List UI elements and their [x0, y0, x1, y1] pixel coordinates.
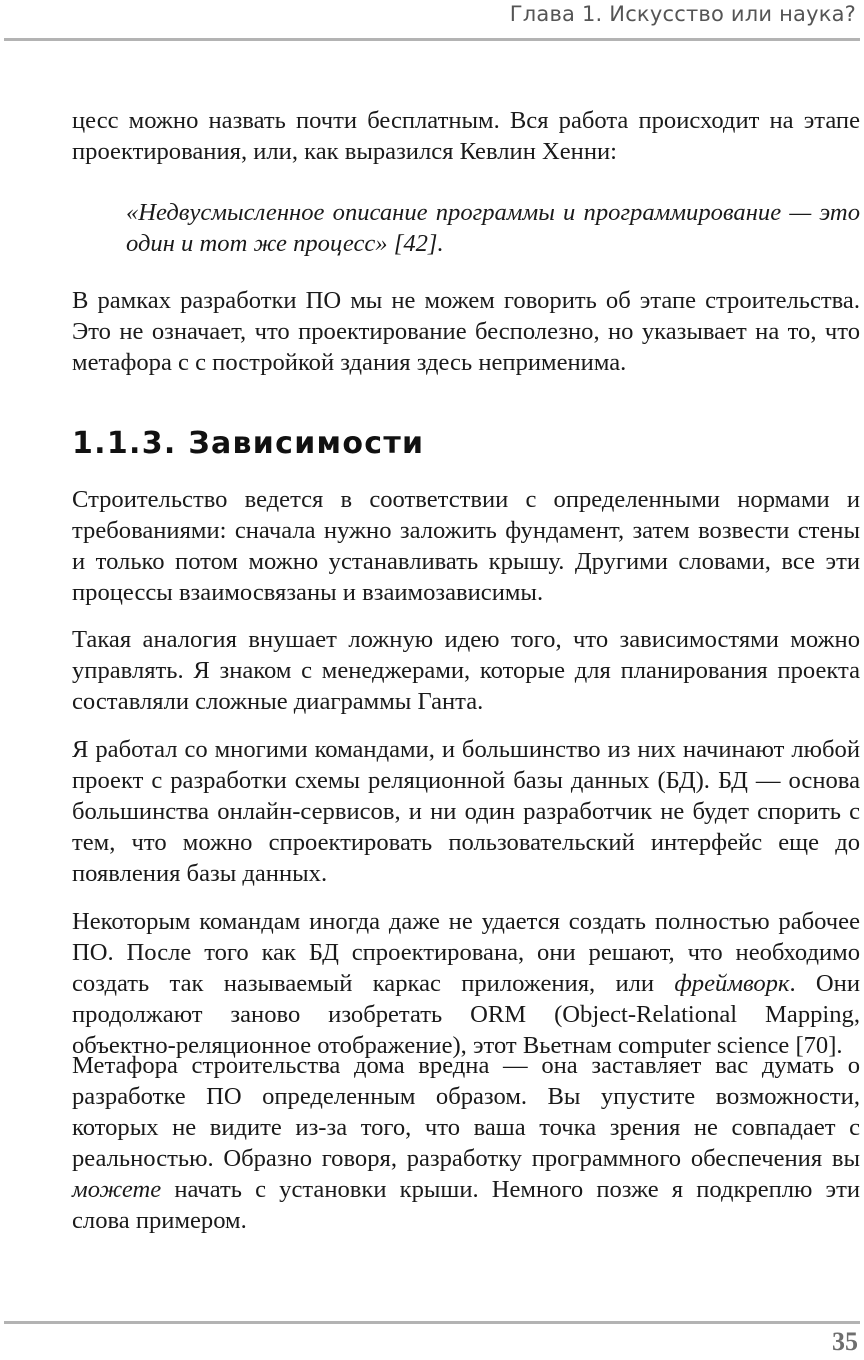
section-heading-block: [72, 426, 860, 462]
paragraph-5-emphasis: можете: [72, 1176, 162, 1203]
section-paragraph-1: Строительство ведется в соответствии с определенными нормами и требованиями: сначала нужно заложить фундамент, затем возвести стены и только потом можно устанавливать крышу. Другими словами, все эти процессы взаимосвязаны и взаимозависимы.: [72, 486, 860, 606]
chapter-title: Глава 1. Искусство или наука?: [509, 2, 856, 26]
paragraph-after-quote: [72, 285, 860, 378]
paragraph-intro: [72, 105, 860, 167]
section-heading: 1.1.3. Зависимости: [72, 426, 425, 461]
running-header: [0, 0, 864, 42]
section-paragraph-4: [72, 906, 860, 1061]
footer-divider: [4, 1321, 860, 1324]
quote-text: «Недвусмысленное описание программы и программирование — это один и тот же процесс» [42].: [126, 199, 860, 257]
section-paragraph-3: Я работал со многими командами, и большинство из них начинают любой проект с разработки схемы реляционной базы данных (БД). БД — основа большинства онлайн-сервисов, и ни один разработчик не будет спорить с тем, что можно спроектировать пользовательский интерфейс еще до появления базы данных.: [72, 736, 860, 887]
after-quote-paragraph: В рамках разработки ПО мы не можем говорить об этапе строительства. Это не означает, что проектирование бесполезно, но указывает на то, что метафора с с постройкой здания здесь неприменима.: [72, 287, 860, 376]
section-paragraph-2: Такая аналогия внушает ложную идею того, что зависимостями можно управлять. Я знаком с менеджерами, которые для планирования проекта составляли сложные диаграммы Ганта.: [72, 626, 860, 715]
page-number: 35: [832, 1327, 858, 1356]
paragraph-4-emphasis: фреймворк: [674, 970, 790, 997]
paragraph-5-text-a: Метафора строительства дома вредна — она заставляет вас думать о разработке ПО определенным образом. Вы упустите возможности, которых не видите из-за того, что ваша точка зрения не совпадает с реальностью. Образно говоря, разработку программного обеспечения вы: [72, 1052, 860, 1172]
paragraph-4: [72, 906, 860, 1061]
blockquote: [126, 197, 860, 259]
paragraph-3: [72, 734, 860, 889]
paragraph-5-text-b: начать с установки крыши. Немного позже я подкреплю эти слова примером.: [72, 1176, 860, 1234]
paragraph-4-text-a: Некоторым командам иногда даже не удается создать полностью рабочее ПО. После того как БД спроектирована, они решают, что необходимо создать так называемый каркас приложения, или: [72, 908, 860, 997]
paragraph-2: [72, 624, 860, 717]
header-divider: [4, 38, 860, 41]
paragraph-1: [72, 484, 860, 608]
paragraph-5: [72, 1050, 860, 1236]
section-paragraph-5: [72, 1050, 860, 1236]
paragraph-4-text-b: . Они продолжают заново изобретать ORM (Object-Relational Mapping, объектно-реляционное отображение), этот Вьетнам computer science [70].: [72, 970, 860, 1059]
intro-paragraph: цесс можно назвать почти бесплатным. Вся работа происходит на этапе проектирования, или, как выразился Кевлин Хенни:: [72, 107, 860, 165]
